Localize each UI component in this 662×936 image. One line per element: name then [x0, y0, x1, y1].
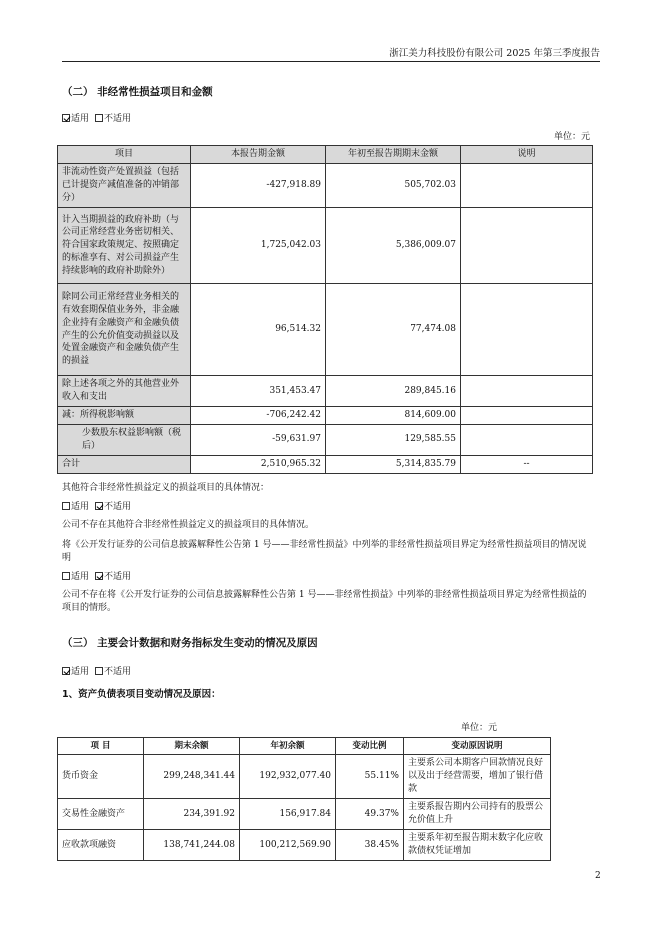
header-end: 期末余额 [144, 738, 240, 755]
unit-label-2: 单位：元 [460, 723, 497, 733]
row-item: 少数股东权益影响额（税后） [58, 424, 191, 455]
header-item: 项目 [58, 146, 191, 164]
row-end: 299,248,341.44 [144, 755, 240, 799]
page-number: 2 [595, 871, 601, 881]
unit-label: 单位：元 [553, 132, 590, 142]
row-note [461, 424, 593, 455]
row-item: 非流动性资产处置损益（包括已计提资产减值准备的冲销部分） [58, 164, 191, 208]
table-row [58, 208, 593, 284]
table-row [58, 755, 551, 799]
applicability-row-1: 适用 不适用 [62, 113, 131, 126]
header-item: 项 目 [58, 738, 144, 755]
row-start: 192,932,077.40 [240, 755, 336, 799]
row-end: 138,741,244.08 [144, 830, 240, 861]
applicability-row-4: 适用 不适用 [62, 666, 131, 679]
table-header-row [58, 146, 593, 164]
row-note [461, 164, 593, 208]
subsection-title: 1、资产负债表项目变动情况及原因： [62, 689, 221, 700]
report-header: 浙江美力科技股份有限公司 2025 年第三季度报告 [389, 48, 600, 59]
checkbox-checked-icon [62, 114, 70, 122]
row-note: -- [461, 455, 593, 473]
row-note [461, 284, 593, 376]
table-row [58, 284, 593, 376]
row-ytd: 77,474.08 [326, 284, 461, 376]
header-current: 本报告期金额 [191, 146, 326, 164]
row-item: 合计 [58, 455, 191, 473]
table-row [58, 376, 593, 407]
row-item: 除同公司正常经营业务相关的有效套期保值业务外，非金融企业持有金融资产和金融负债产生的公允价值变动损益以及处置金融资产和金融负债产生的损益 [58, 284, 191, 376]
table-total-row [58, 455, 593, 473]
row-note [461, 208, 593, 284]
row-note [461, 376, 593, 407]
row-reason: 主要系公司本期客户回款情况良好以及出于经营需要，增加了银行借款 [404, 755, 551, 799]
checkbox-checked-icon [62, 667, 70, 675]
row-current: -706,242.42 [191, 407, 326, 425]
table-row [58, 830, 551, 861]
row-current: 2,510,965.32 [191, 455, 326, 473]
row-current: -427,918.89 [191, 164, 326, 208]
row-item: 货币资金 [58, 755, 144, 799]
header-note: 说明 [461, 146, 593, 164]
table-row [58, 424, 593, 455]
checkbox-unchecked-icon [95, 114, 103, 122]
table-row [58, 799, 551, 830]
table-header-row [58, 738, 551, 755]
checkbox-checked-icon [95, 572, 103, 580]
row-ytd: 289,845.16 [326, 376, 461, 407]
section-title-changes: （三） 主要会计数据和财务指标发生变动的情况及原因 [62, 637, 318, 649]
row-current: 96,514.32 [191, 284, 326, 376]
header-ytd: 年初至报告期期末金额 [326, 146, 461, 164]
row-item: 交易性金融资产 [58, 799, 144, 830]
table-row [58, 164, 593, 208]
row-item: 应收款项融资 [58, 830, 144, 861]
row-current: 1,725,042.03 [191, 208, 326, 284]
row-ytd: 129,585.55 [326, 424, 461, 455]
row-current: 351,453.47 [191, 376, 326, 407]
applicability-row-3: 适用 不适用 [62, 571, 131, 584]
header-start: 年初余额 [240, 738, 336, 755]
table-row [58, 407, 593, 425]
row-end: 234,391.92 [144, 799, 240, 830]
listed-items-text: 公司不存在将《公开发行证券的公司信息披露解释性公告第 1 号——非经常性损益》中列举的非经常性损益项目界定为经常性损益的项目的情形。 [62, 590, 587, 613]
row-item: 计入当期损益的政府补助（与公司正常经营业务密切相关、符合国家政策规定、按照确定的标准享有、对公司损益产生持续影响的政府补助除外） [58, 208, 191, 284]
section-title-nonrecurring: （二） 非经常性损益项目和金额 [62, 86, 213, 98]
row-current: -59,631.97 [191, 424, 326, 455]
header-divider [62, 61, 600, 62]
row-start: 100,212,569.90 [240, 830, 336, 861]
other-items-text: 公司不存在其他符合非经常性损益定义的损益项目的具体情况。 [62, 520, 315, 530]
checkbox-checked-icon [95, 502, 103, 510]
row-item: 除上述各项之外的其他营业外收入和支出 [58, 376, 191, 407]
other-items-title: 其他符合非经常性损益定义的损益项目的具体情况： [62, 483, 270, 493]
row-note [461, 407, 593, 425]
row-reason: 主要系年初至报告期末数字化应收款债权凭证增加 [404, 830, 551, 861]
row-start: 156,917.84 [240, 799, 336, 830]
checkbox-unchecked-icon [62, 572, 70, 580]
row-ytd: 505,702.03 [326, 164, 461, 208]
row-ytd: 5,314,835.79 [326, 455, 461, 473]
header-reason: 变动原因说明 [404, 738, 551, 755]
header-ratio: 变动比例 [336, 738, 404, 755]
balance-sheet-table [57, 737, 551, 861]
checkbox-unchecked-icon [62, 502, 70, 510]
row-item: 减：所得税影响额 [58, 407, 191, 425]
row-ytd: 814,609.00 [326, 407, 461, 425]
row-ratio: 49.37% [336, 799, 404, 830]
nonrecurring-table [57, 145, 593, 474]
applicability-row-2: 适用 不适用 [62, 501, 131, 514]
row-ytd: 5,386,009.07 [326, 208, 461, 284]
row-reason: 主要系报告期内公司持有的股票公允价值上升 [404, 799, 551, 830]
row-ratio: 38.45% [336, 830, 404, 861]
checkbox-unchecked-icon [95, 667, 103, 675]
listed-items-title: 将《公开发行证券的公司信息披露解释性公告第 1 号——非经常性损益》中列举的非经常性损益项目界定为经常性损益项目的情况说明 [62, 540, 587, 563]
row-ratio: 55.11% [336, 755, 404, 799]
